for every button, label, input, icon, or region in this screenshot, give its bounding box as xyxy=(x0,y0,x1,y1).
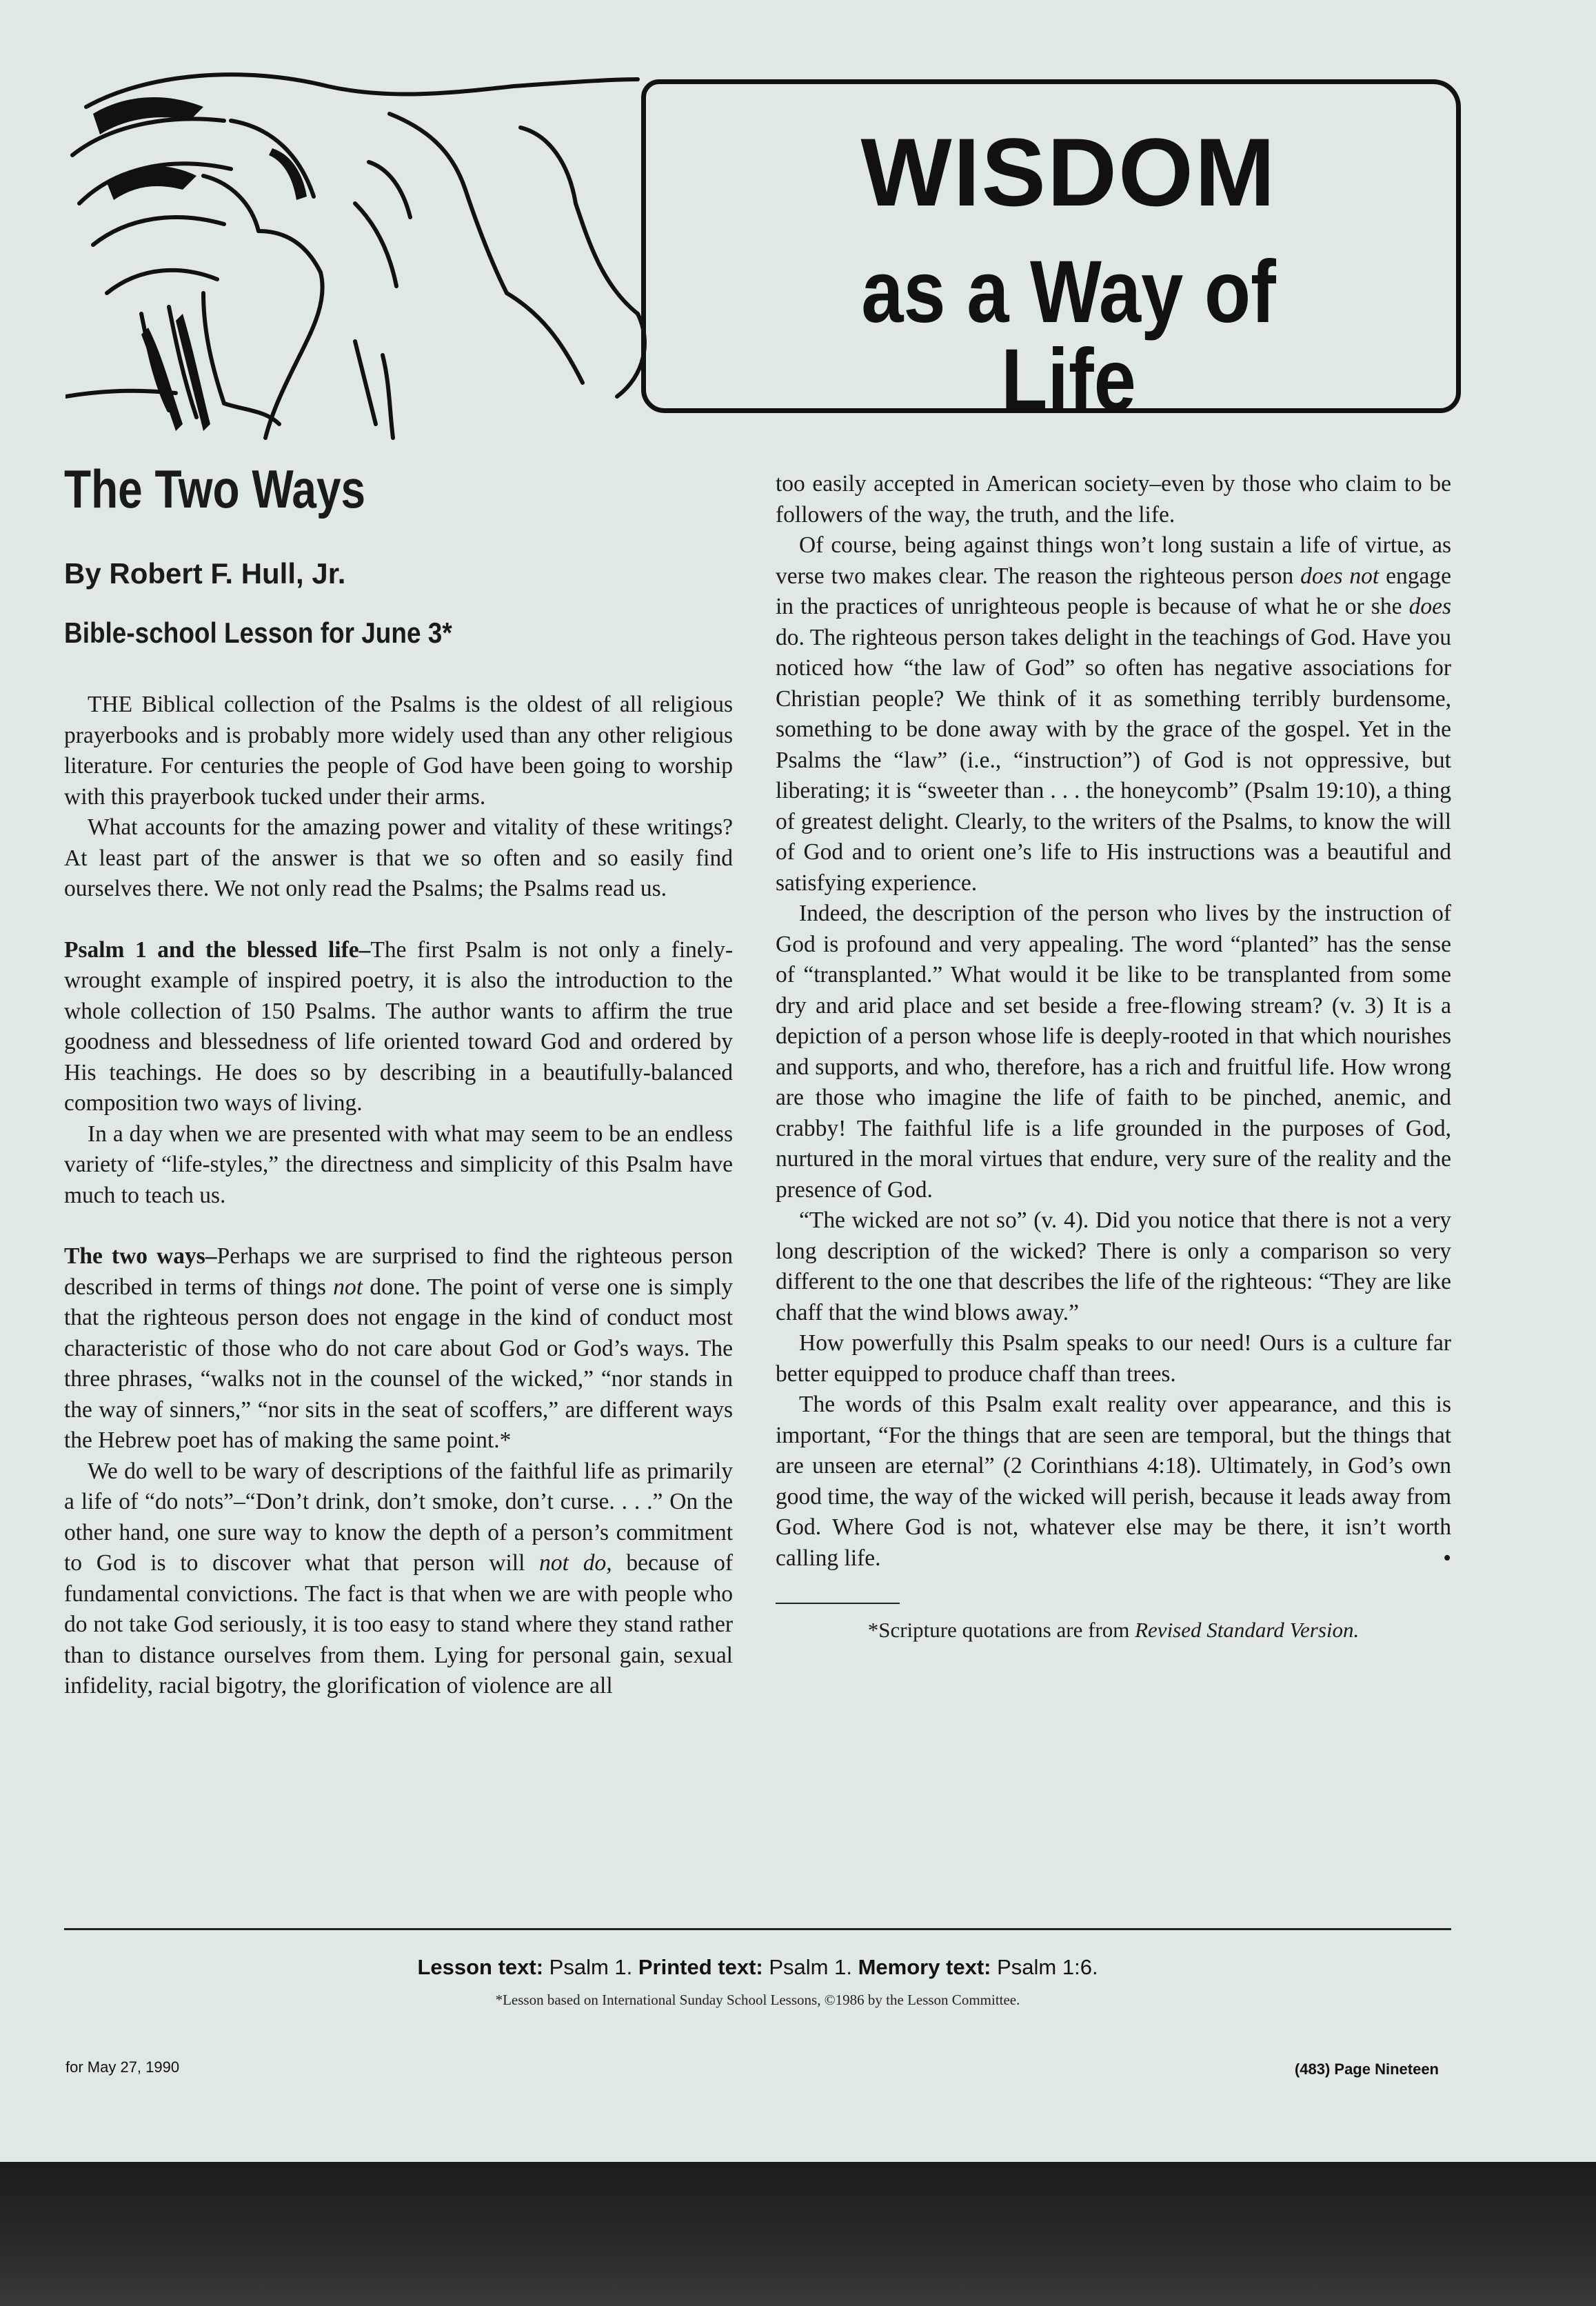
bottom-rule xyxy=(64,1928,1451,1930)
section-runin-head: The two ways– xyxy=(64,1243,217,1269)
scripture-footnote: *Scripture quotations are from Revised Standard Version. xyxy=(867,1618,1360,1642)
section-runin-head: Psalm 1 and the blessed life– xyxy=(64,936,371,963)
scan-background xyxy=(0,2162,1596,2306)
paragraph: Of course, being against things won’t long sustain a life of virtue, as verse two makes clear. The reason the righteous person does not engage in the practices of unrighteous people is because of what he or she does do. The righteous person takes delight in the teachings of God. Have you noticed how “the law of God” so often has negative associations for Christian people? We think of it as something terribly burdensome, something to be done away with by the grace of the gospel. Yet in the Psalms the “law” (i.e., “instruction”) of God is not oppressive, but liberating; it is “sweeter than . . . the honeycomb” (Psalm 19:10), a thing of greatest delight. Clearly, to the writers of the Psalms, to know the will of God and to orient one’s life to His instructions was a beautiful and satisfying experience. xyxy=(776,532,1451,896)
paragraph: THE Biblical collection of the Psalms is the oldest of all religious prayerbooks and is probably more widely used than any other religious literature. For centuries the people of God have been going to worship with this prayerbook tucked under their arms. xyxy=(64,692,733,810)
paragraph: “The wicked are not so” (v. 4). Did you notice that there is not a very long description of the wicked? There is only a comparison so very different to the one that describes the life of the righteous: “They are like chaff that the wind blows away.” xyxy=(776,1207,1451,1325)
masthead-subtitle: as a Way of Life xyxy=(861,243,1276,430)
right-column xyxy=(776,469,1451,1644)
lesson-label: Bible-school Lesson for June 3* xyxy=(64,616,452,649)
copyright-note: *Lesson based on International Sunday School Lessons, ©1986 by the Lesson Committee. xyxy=(495,1992,1020,2008)
paragraph: Indeed, the description of the person who lives by the instruction of God is profound and very appealing. The word “planted” has the sense of “transplanted.” What would it be like to be transplanted from some dry and arid place and set beside a free-flowing stream? (v. 3) It is a depiction of a person whose life is deeply-rooted in that which nourishes and supports, and who, therefore, has a rich and fruitful life. How wrong are those who imagine the life of faith to be pinched, anemic, and crabby! The faithful life is a life grounded in the purposes of God, nurtured in the moral virtues that endure, very sure of the reality and the presence of God. xyxy=(776,901,1451,1203)
masthead-title: WISDOM xyxy=(860,118,1277,226)
paragraph: The two ways–Perhaps we are surprised to find the righteous person described in terms of things not done. The point of verse one is simply that the righteous person does not engage in the kind of conduct most characteristic of those who do not care about God or God’s ways. The three phrases, “walks not in the counsel of the wicked,” “nor stands in the way of sinners,” “nor sits in the seat of scoffers,” are different ways the Hebrew poet has of making the same point.* xyxy=(64,1243,733,1453)
footnote-rule xyxy=(776,1603,900,1604)
paragraph: How powerfully this Psalm speaks to our need! Ours is a culture far better equipped to produce chaff than trees. xyxy=(776,1330,1451,1387)
end-mark: • xyxy=(1443,1545,1451,1571)
issue-date: for May 27, 1990 xyxy=(65,2058,180,2076)
author-byline: By Robert F. Hull, Jr. xyxy=(64,557,346,590)
paragraph: The words of this Psalm exalt reality over appearance, and this is important, “For the things that are seen are temporal, but the things that are unseen are eternal” (2 Corinthians 4:18). Ultimately, in God’s own good time, the way of the wicked will perish, because it leads away from God. Where God is not, whatever else may be there, it isn’t worth calling life. • xyxy=(776,1390,1451,1574)
paragraph: In a day when we are presented with what may seem to be an endless variety of “life-styles,” the directness and simplicity of this Psalm have much to teach us. xyxy=(64,1121,733,1208)
paragraph: What accounts for the amazing power and vitality of these writings? At least part of the answer is that we so often and so easily find ourselves there. We not only read the Psalms; the Psalms read us. xyxy=(64,814,733,901)
page-number: (483) Page Nineteen xyxy=(1294,2061,1439,2078)
lesson-text-line: Lesson text: Psalm 1. Printed text: Psalm 1. Memory text: Psalm 1:6. xyxy=(417,1955,1098,1979)
paragraph: Psalm 1 and the blessed life–The first Psalm is not only a finely-wrought example of inspired poetry, it is also the introduction to the whole collection of 150 Psalms. The author wants to affirm the true goodness and blessedness of life oriented toward God and ordered by His teachings. He does so by describing in a beautifully-balanced composition two ways of living. xyxy=(64,936,733,1116)
paragraph: too easily accepted in American society–even by those who claim to be followers of the way, the truth, and the life. xyxy=(776,471,1451,528)
paragraph: We do well to be wary of descriptions of the faithful life as primarily a life of “do nots”–“Don’t drink, don’t smoke, don’t curse. . . .” On the other hand, one sure way to know the depth of a person’s commitment to God is to discover what that person will not do, because of fundamental convictions. The fact is that when we are with people who do not take God seriously, it is too easy to stand where they stand rather than to distance ourselves from them. Lying for personal gain, sexual infidelity, racial bigotry, the glorification of violence are all xyxy=(64,1458,734,1698)
left-column xyxy=(64,459,734,1702)
article-headline: The Two Ways xyxy=(64,459,366,519)
